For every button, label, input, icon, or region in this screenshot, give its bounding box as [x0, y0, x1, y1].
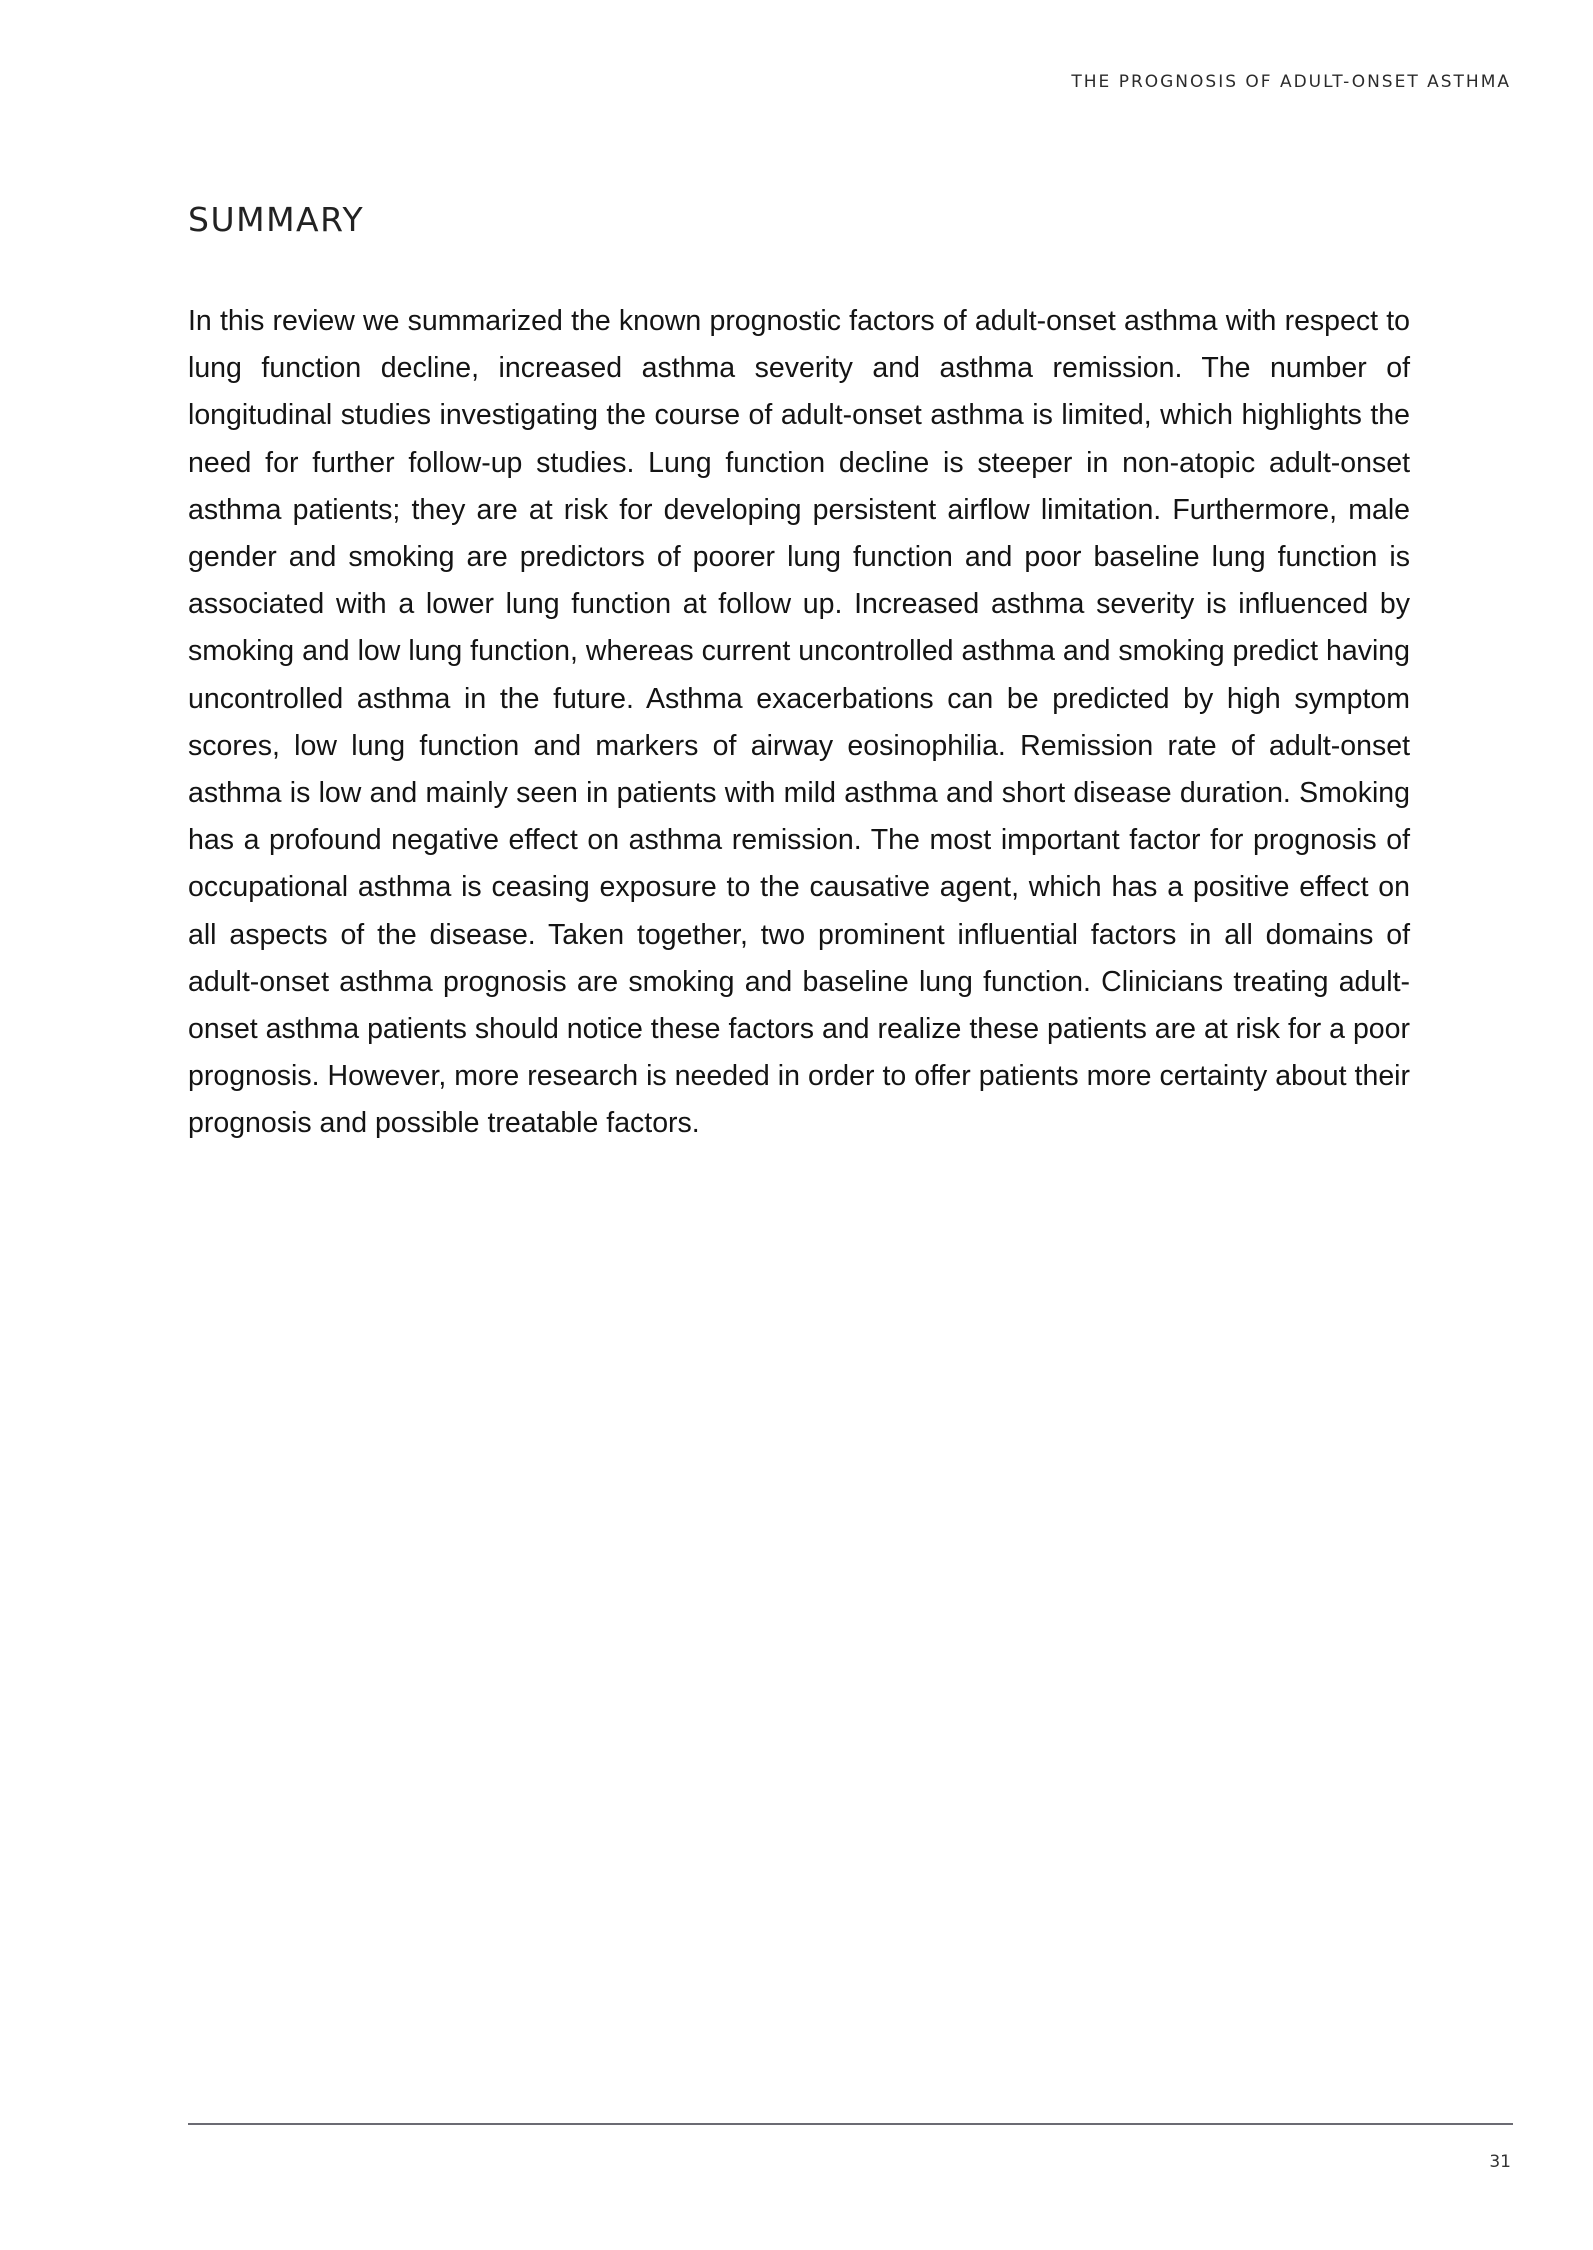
page-number: 31: [1489, 2152, 1511, 2172]
summary-paragraph: In this review we summarized the known prognostic factors of adult-onset asthma with respect to lung function decline, increased asthma severity and asthma remission. The number of longitudinal studies investigating the course of adult-onset asthma is limited, which highlights the need for further follow-up studies. Lung function decline is steeper in non-atopic adult-onset asthma patients; they are at risk for developing persistent airflow limitation. Furthermore, male gender and smoking are predictors of poorer lung function and poor baseline lung function is associated with a lower lung function at follow up. Increased asthma severity is influenced by smoking and low lung function, whereas current uncontrolled asthma and smoking predict having uncontrolled asthma in the future. Asthma exacerbations can be predicted by high symptom scores, low lung function and markers of airway eosinophilia. Remission rate of adult-onset asthma is low and mainly seen in patients with mild asthma and short disease duration. Smoking has a profound negative effect on asthma remission. The most important factor for prognosis of occupational asthma is ceasing exposure to the causative agent, which has a positive effect on all aspects of the disease. Taken together, two prominent influential factors in all domains of adult-onset asthma prognosis are smoking and baseline lung function. Clinicians treating adult-onset asthma patients should notice these factors and realize these patients are at risk for a poor prognosis. However, more research is needed in order to offer patients more certainty about their prognosis and possible treatable factors.: [188, 305, 1410, 1140]
running-header: THE PROGNOSIS OF ADULT-ONSET ASTHMA: [1071, 72, 1511, 92]
footer-divider: [188, 2123, 1513, 2125]
section-title: SUMMARY: [188, 200, 365, 239]
